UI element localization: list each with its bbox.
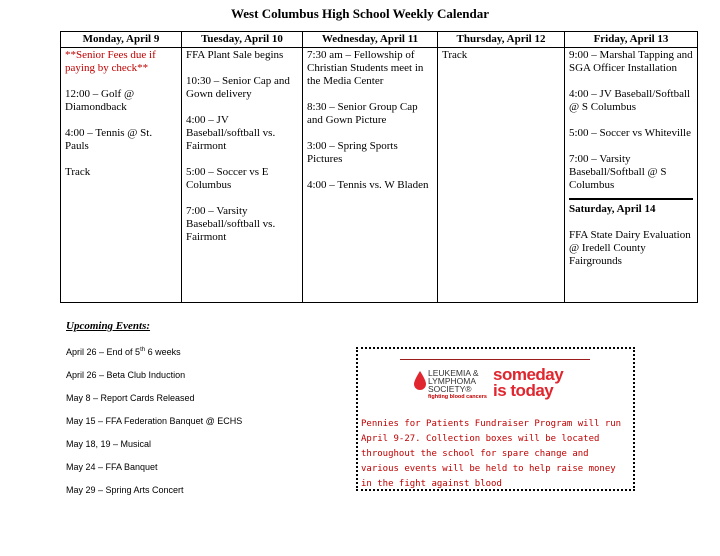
blood-drop-icon	[413, 371, 427, 391]
day-header-wednesday: Wednesday, April 11	[303, 32, 438, 48]
slogan-line: someday	[493, 365, 564, 384]
upcoming-event-item: May 18, 19 – Musical	[66, 439, 152, 449]
day-header-monday: Monday, April 9	[61, 32, 182, 48]
day-cell-tuesday	[182, 48, 303, 303]
event-item: 8:30 – Senior Group Cap and Gown Picture	[307, 101, 418, 126]
org-tagline: fighting blood cancers	[428, 394, 487, 400]
event-item: 12:00 – Golf @ Diamondback	[65, 88, 135, 113]
day-header-friday: Friday, April 13	[565, 32, 698, 48]
day-cell-monday	[61, 48, 182, 303]
org-name-line: LEUKEMIA &	[428, 368, 479, 378]
event-item: 3:00 – Spring Sports Pictures	[307, 140, 398, 165]
fundraiser-description: Pennies for Patients Fundraiser Program will run April 9-27. Collection boxes will be located throughout the school for spare change and various events will be held to help raise money in the fight against blood	[361, 419, 622, 489]
calendar-body-row	[61, 48, 698, 303]
event-item: 7:00 – Varsity Baseball/softball vs. Fairmont	[186, 205, 276, 243]
upcoming-event-item: May 15 – FFA Federation Banquet @ ECHS	[66, 416, 243, 426]
day-header-thursday: Thursday, April 12	[438, 32, 565, 48]
event-item: **Senior Fees due if paying by check**	[65, 49, 156, 74]
event-item: 5:00 – Soccer vs E Columbus	[186, 166, 269, 191]
slogan	[493, 367, 563, 399]
day-cell-wednesday	[303, 48, 438, 303]
upcoming-event-item: May 24 – FFA Banquet	[66, 462, 158, 472]
event-item: FFA State Dairy Evaluation @ Iredell County Fairgrounds	[569, 229, 691, 267]
org-name-line: SOCIETY®	[428, 384, 472, 394]
lls-wordmark	[428, 369, 487, 401]
calendar-header-row	[61, 32, 698, 48]
org-name-line: LYMPHOMA	[428, 376, 477, 386]
event-text: 6 weeks	[145, 347, 181, 357]
upcoming-event-item: April 26 – Beta Club Induction	[66, 370, 186, 380]
saturday-header: Saturday, April 14	[569, 198, 693, 216]
weekly-calendar-table	[60, 31, 698, 303]
pennies-for-patients-flyer	[356, 347, 635, 491]
day-cell-friday	[565, 48, 698, 303]
slogan-line: is today	[493, 381, 554, 400]
page-title: West Columbus High School Weekly Calendar	[231, 6, 489, 21]
event-item: 9:00 – Marshal Tapping and SGA Officer Installation	[569, 49, 693, 74]
event-item: 4:00 – JV Baseball/Softball @ S Columbus	[569, 88, 691, 113]
upcoming-event-item	[66, 346, 242, 357]
day-cell-thursday	[438, 48, 565, 303]
divider	[400, 359, 590, 360]
event-item: 4:00 – JV Baseball/softball vs. Fairmont	[186, 114, 276, 152]
upcoming-event-item: May 29 – Spring Arts Concert	[66, 485, 184, 495]
event-item: 7:30 am – Fellowship of Christian Students meet in the Media Center	[307, 49, 424, 87]
event-item: 4:00 – Tennis vs. W Bladen	[307, 179, 429, 191]
upcoming-events	[66, 320, 242, 509]
lls-logo	[413, 367, 593, 412]
event-item: 4:00 – Tennis @ St. Pauls	[65, 127, 153, 152]
event-text: April 26 – End of 5	[66, 347, 141, 357]
upcoming-events-heading: Upcoming Events:	[66, 320, 151, 332]
event-item: FFA Plant Sale begins	[186, 49, 284, 61]
event-superscript: th	[140, 347, 146, 353]
event-item: 5:00 – Soccer vs Whiteville	[569, 127, 691, 139]
event-item: Track	[65, 166, 91, 178]
event-item: 7:00 – Varsity Baseball/Softball @ S Columbus	[569, 153, 667, 191]
event-item: Track	[442, 49, 468, 61]
day-header-tuesday: Tuesday, April 10	[182, 32, 303, 48]
event-item: 10:30 – Senior Cap and Gown delivery	[186, 75, 290, 100]
upcoming-event-item: May 8 – Report Cards Released	[66, 393, 195, 403]
